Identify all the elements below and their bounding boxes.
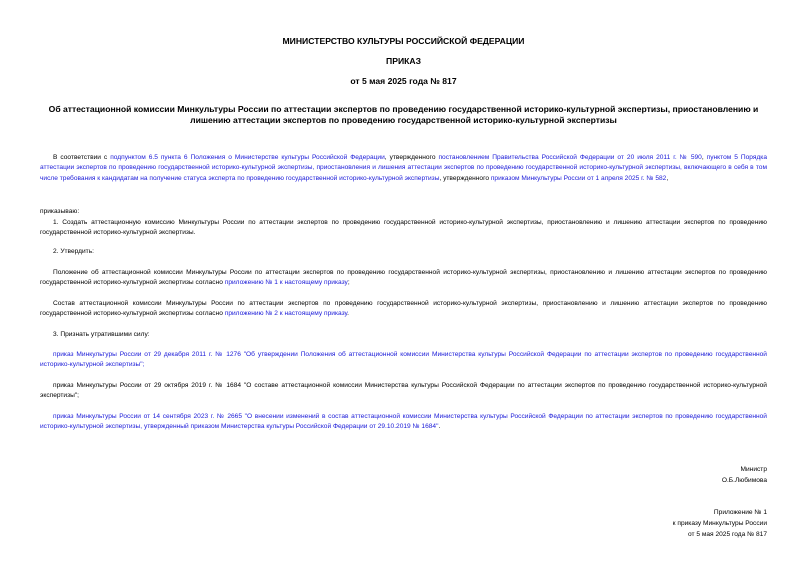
approve-text: Положение об аттестационной комиссии Минкультуры России по аттестации экспертов по проведению государственной историко-культурной экспертизы, приостановлению и лишению аттестации экспертов по проведению государственной историко-культурной экспертизы согласно (40, 269, 767, 287)
signatory-position: Министр (740, 466, 767, 473)
void-order-2665 (40, 412, 767, 433)
link-subclause-6-5[interactable]: подпунктом 6.5 пункта 6 Положения о Министерстве культуры Российской Федерации (110, 154, 385, 161)
item-1: 1. Создать аттестационную комиссию Минкультуры России по аттестации экспертов по проведению государственной историко-культурной экспертизы, приостановлению и лишению аттестации экспертов по проведению государственной историко-культурной экспертизы. (40, 219, 767, 237)
preamble-text: , утвержденного (384, 154, 439, 161)
link-order-582[interactable]: приказом Минкультуры России от 1 апреля 2025 г. № 582 (490, 174, 667, 182)
doc-title: Об аттестационной комиссии Минкультуры России по аттестации экспертов по проведению государственной историко-культурной экспертизы, приостановлению и лишению аттестации экспертов по проведению государственной историко-культурной экспертизы (48, 104, 759, 125)
preamble-text: , (666, 174, 669, 182)
signatory-name: О.Б.Любимова (721, 477, 767, 484)
preamble-text: , (701, 154, 707, 161)
void-order-1276 (40, 350, 767, 371)
void-order-1684: приказ Минкультуры России от 29 октября 2019 г. № 1684 "О составе аттестационной комиссии Министерства культуры Российской Федерации по аттестации экспертов по проведению государственной историко-культурной экспертизы"; (40, 382, 767, 400)
preamble-paragraph (40, 153, 767, 184)
appendix-label: Приложение № 1 (713, 509, 767, 516)
appendix-order-ref: к приказу Минкультуры России (672, 520, 767, 527)
item-3: 3. Признать утратившими силу: (53, 331, 150, 338)
orders-word: приказываю: (40, 208, 80, 215)
link-order-1276[interactable]: приказ Минкультуры России от 29 декабря 2011 г. № 1276 "Об утверждении Положения об аттестационной комиссии Министерства культуры Российской Федерации по аттестации экспертов по проведению государственной историко-культурной экспертизы"; (40, 351, 767, 369)
approve-text: Состав аттестационной комиссии Минкультуры России по аттестации экспертов по проведению государственной историко-культурной экспертизы, приостановлению и лишению аттестации экспертов по проведению государственной историко-культурной экспертизы согласно (40, 300, 767, 318)
approve-end: ; (347, 279, 350, 287)
doc-date-number: от 5 мая 2025 года № 817 (350, 76, 457, 86)
ministry-header: МИНИСТЕРСТВО КУЛЬТУРЫ РОССИЙСКОЙ ФЕДЕРАЦИИ (282, 36, 525, 46)
approve-composition (40, 299, 767, 320)
void-end: . (438, 423, 441, 431)
preamble-text: , утвержденного (439, 174, 491, 182)
link-appendix-1[interactable]: приложению № 1 к настоящему приказу (224, 279, 348, 287)
doc-type: ПРИКАЗ (386, 56, 421, 66)
link-order-2665[interactable]: приказ Минкультуры России от 14 сентября 2023 г. № 2665 "О внесении изменений в состав аттестационной комиссии Министерства культуры Российской Федерации по аттестации экспертов по проведению государственной историко-культурной экспертизы, утвержденный приказом Министерства культуры Российской Федерации от 29.10.2019 № 1684" (40, 413, 767, 431)
approve-regulation (40, 268, 767, 289)
approve-end: . (347, 310, 350, 318)
link-appendix-2[interactable]: приложению № 2 к настоящему приказу (224, 310, 348, 318)
item-2: 2. Утвердить: (53, 248, 94, 255)
link-government-decree-590[interactable]: постановлением Правительства Российской Федерации от 20 июля 2011 г. № 590 (438, 154, 702, 161)
preamble-text: В соответствии с (53, 154, 111, 161)
link-clause-5-procedure[interactable]: пунктом 5 Порядка аттестации экспертов по проведению государственной историко-культурной экспертизы, приостановления и лишения аттестации экспертов по проведению государственной историко-культурной экспертизы, включающего в себя в том числе требования к кандидатам на получение статуса эксперта по проведению государственной историко-культурной экспертизы (40, 154, 767, 182)
appendix-order-date: от 5 мая 2025 года № 817 (687, 531, 767, 538)
